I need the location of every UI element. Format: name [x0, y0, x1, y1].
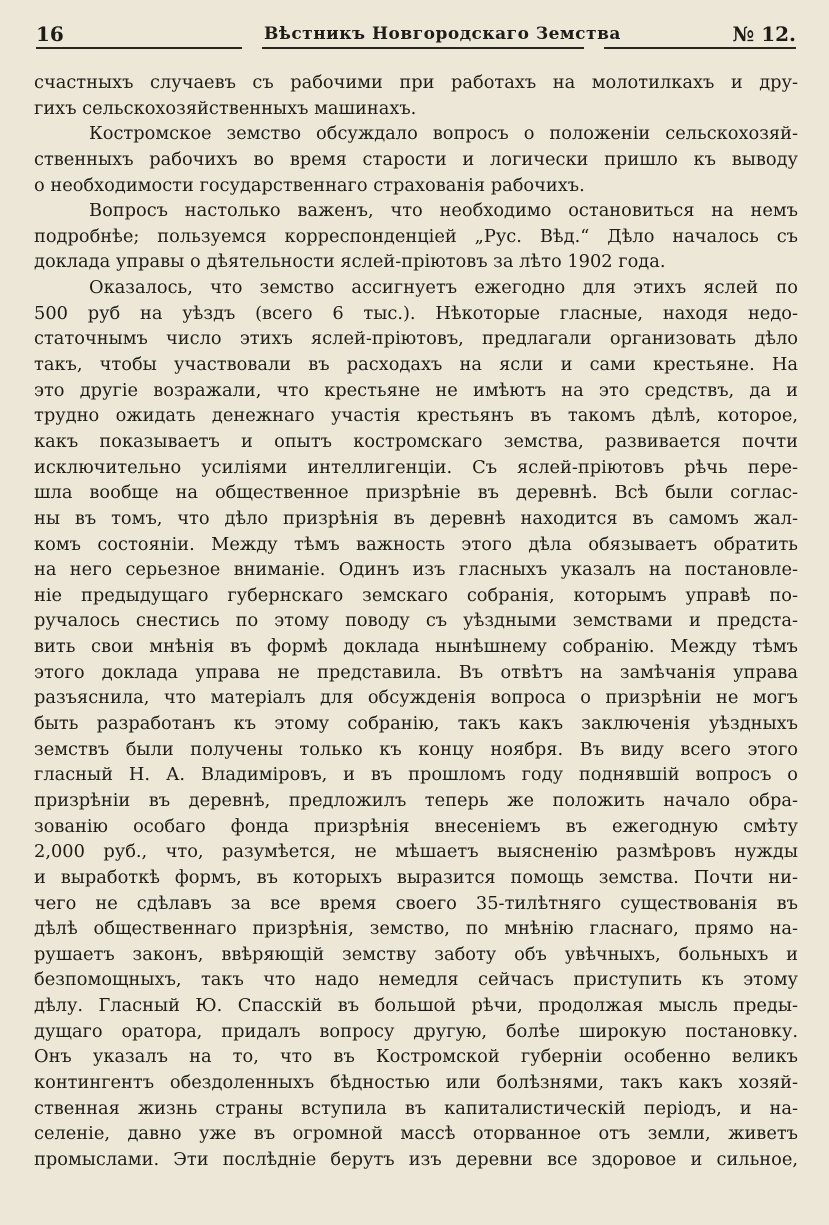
text-line: селенiе, давно уже въ огромной массѣ оторванное отъ земли, живетъ [34, 1123, 798, 1145]
text-line: земствъ были получены только къ концу ноября. Въ виду всего этого [34, 738, 798, 760]
text-line: трудно ожидать денежнаго участiя крестьянъ въ такомъ дѣлѣ, которое, [34, 405, 798, 427]
text-line: гихъ сельскохозяйственныхъ машинахъ. [34, 97, 417, 119]
text-line: гласный Н. А. Владимiровъ, и въ прошломъ году поднявшiй вопросъ о [34, 764, 798, 786]
text-line: какъ показываетъ и опытъ костромскаго земства, развивается почти [34, 430, 798, 452]
text-line: безпомощныхъ, такъ что надо немедля сейчасъ приступить къ этому [34, 969, 798, 991]
text-line: этого доклада управа не представила. Въ отвѣтъ на замѣчанiя управа [34, 661, 798, 683]
text-line: ственная жизнь страны вступила въ капиталистическiй перiодъ, и на- [34, 1097, 798, 1119]
article-text [34, 70, 798, 1173]
page-number: 16 [36, 22, 64, 46]
text-line: призрѣнiи въ деревнѣ, предложилъ теперь же положить начало обра- [34, 789, 798, 811]
text-line: и выработкѣ формъ, въ которыхъ выразится помощь земства. Почти ни- [34, 866, 798, 888]
issue-number: № 12. [732, 22, 796, 46]
header-rule-left [36, 47, 242, 49]
text-line: зованiю особаго фонда призрѣнiя внесенiемъ въ ежегодную смѣту [34, 815, 798, 837]
text-line: ственныхъ рабочихъ во время старости и логически пришло къ выводу [34, 148, 798, 170]
text-line: о необходимости государственнаго страхованiя рабочихъ. [34, 174, 585, 196]
text-line: Вопросъ настолько важенъ, что необходимо остановиться на немъ [89, 200, 798, 222]
text-line: нiе предыдущаго губернскаго земскаго собранiя, которымъ управѣ по- [34, 584, 798, 606]
text-line: дущаго оратора, придалъ вопросу другую, болѣе широкую постановку. [34, 1020, 798, 1042]
text-line: на него серьезное вниманiе. Одинъ изъ гласныхъ указалъ на постановле- [34, 559, 798, 581]
text-line: это другiе возражали, что крестьяне не имѣютъ на это средствъ, да и [34, 379, 798, 401]
text-line: дѣлу. Гласный Ю. Спасскiй въ большой рѣчи, продолжая мысль преды- [34, 995, 798, 1017]
text-line: исключительно усилiями интеллигенцiи. Съ яслей-прiютовъ рѣчь пере- [34, 456, 798, 478]
text-line: шла вообще на общественное призрѣнiе въ деревнѣ. Всѣ были соглас- [34, 482, 798, 504]
text-line: вить свои мнѣнiя въ формѣ доклада нынѣшнему собранiю. Между тѣмъ [34, 636, 798, 658]
page-header [36, 20, 796, 50]
text-line: чего не сдѣлавъ за все время своего 35-тилѣтняго существованiя въ [34, 892, 798, 914]
text-line: ны въ томъ, что дѣло призрѣнiя въ деревнѣ находится въ самомъ жал- [34, 507, 798, 529]
text-line: дѣлѣ общественнаго призрѣнiя, земство, по мнѣнiю гласнаго, прямо на- [34, 918, 798, 940]
text-line: ручалось снестись по этому поводу съ уѣздными земствами и предста- [34, 610, 798, 632]
text-line: счастныхъ случаевъ съ рабочими при работахъ на молотилкахъ и дру- [34, 72, 798, 93]
text-line: контингентъ обездоленныхъ бѣдностью или болѣзнями, такъ какъ хозяй- [34, 1071, 798, 1093]
text-line: такъ, чтобы участвовали въ расходахъ на ясли и сами крестьяне. На [34, 354, 798, 376]
text-line: быть разработанъ къ этому собранiю, такъ какъ заключенiя уѣздныхъ [34, 713, 798, 735]
text-line: Оказалось, что земство ассигнуетъ ежегодно для этихъ яслей по [89, 277, 798, 299]
text-line: разъяснила, что матерiалъ для обсужденiя вопроса о призрѣнiи не могъ [34, 687, 798, 709]
text-line: статочнымъ число этихъ яслей-прiютовъ, предлагали организовать дѣло [34, 328, 798, 350]
journal-title: Вѣстникъ Новгородскаго Земства [264, 24, 621, 44]
text-line: 500 руб на уѣздъ (всего 6 тыс.). Нѣкоторые гласные, находя недо- [34, 302, 798, 324]
header-rule-right [604, 47, 796, 49]
text-line: промыслами. Эти послѣднiе берутъ изъ деревни все здоровое и сильное, [34, 1148, 798, 1170]
text-line: 2,000 руб., что, разумѣется, не мѣшаетъ выясненiю размѣровъ нужды [34, 841, 798, 863]
text-line: комъ состоянiи. Между тѣмъ важность этого дѣла обязываетъ обратить [34, 533, 798, 555]
text-line: Костромское земство обсуждало вопросъ о положенiи сельскохозяй- [89, 123, 798, 145]
text-line: рушаетъ законъ, ввѣряющiй земству заботу объ увѣчныхъ, больныхъ и [34, 943, 798, 965]
text-line: доклада управы о дѣятельности яслей-прiютовъ за лѣто 1902 года. [34, 251, 666, 273]
text-line: Онъ указалъ на то, что въ Костромской губернiи особенно великъ [34, 1046, 798, 1068]
header-rule-middle [262, 47, 584, 49]
text-line: подробнѣе; пользуемся корреспонденцiей „Рус. Вѣд.“ Дѣло началось съ [34, 225, 798, 247]
